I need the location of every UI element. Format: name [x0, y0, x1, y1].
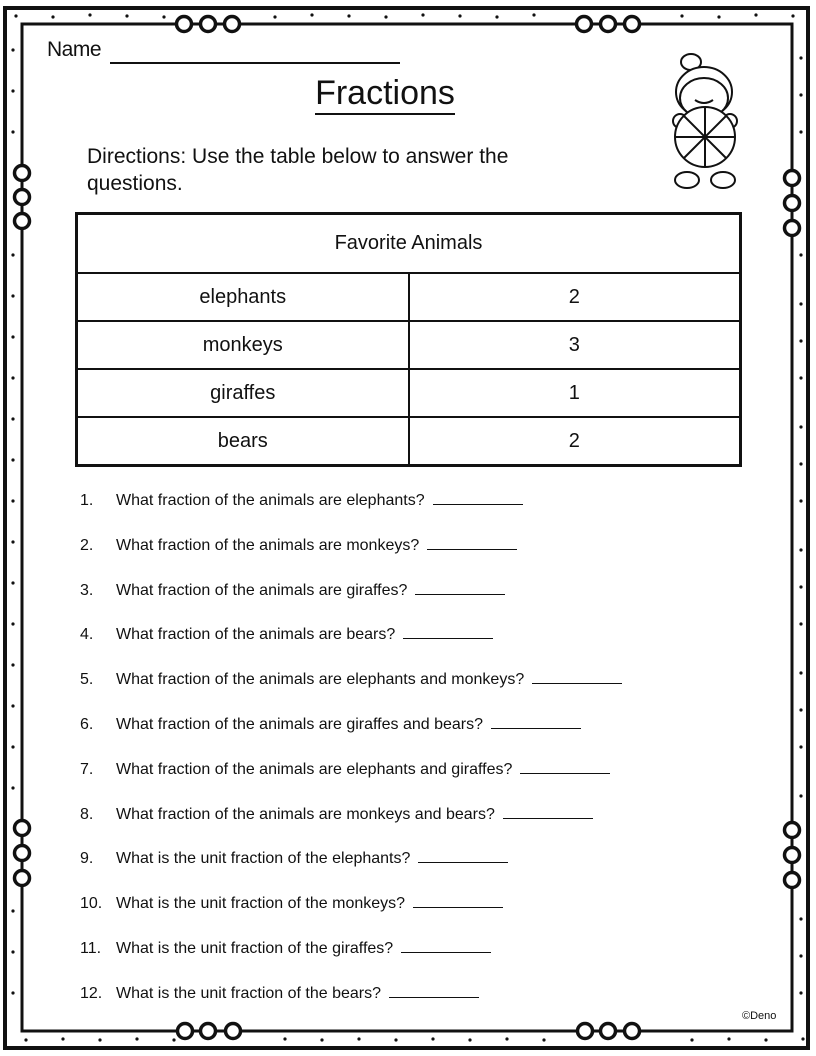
favorite-animals-table [75, 212, 742, 467]
ring-ornament [15, 190, 30, 205]
question-item [80, 895, 503, 913]
ring-ornament [15, 166, 30, 181]
ring-ornament [578, 1024, 593, 1039]
girl-with-pie-clipart [673, 54, 737, 188]
name-field[interactable] [110, 62, 400, 64]
count-cell: 2 [409, 417, 741, 466]
question-item [80, 761, 610, 779]
question-text: What fraction of the animals are monkeys? [116, 536, 420, 554]
dot-ornament [11, 294, 14, 297]
dot-ornament [11, 622, 14, 625]
ring-ornament [577, 17, 592, 32]
dot-ornament [125, 14, 128, 17]
dot-ornament [791, 14, 794, 17]
question-number: 1. [80, 492, 94, 509]
answer-blank[interactable] [532, 683, 622, 684]
dot-ornament [11, 130, 14, 133]
dot-ornament [98, 1038, 101, 1041]
answer-blank[interactable] [415, 594, 505, 595]
dot-ornament [799, 499, 802, 502]
dot-ornament [11, 704, 14, 707]
dot-ornament [799, 954, 802, 957]
answer-blank[interactable] [401, 952, 491, 953]
dot-ornament [11, 253, 14, 256]
dot-ornament [11, 663, 14, 666]
question-text: What fraction of the animals are giraffes and bears? [116, 716, 484, 733]
ring-ornament [601, 17, 616, 32]
dot-ornament [11, 991, 14, 994]
dot-ornament [11, 89, 14, 92]
page-title [250, 74, 520, 113]
dot-ornament [799, 253, 802, 256]
question-number: 5. [80, 671, 94, 689]
question-text: What fraction of the animals are monkeys and bears? [116, 805, 495, 823]
dot-ornament [799, 548, 802, 551]
dot-ornament [51, 15, 54, 18]
answer-blank[interactable] [413, 907, 503, 908]
question-text: What fraction of the animals are elephants? [116, 492, 425, 509]
dot-ornament [799, 917, 802, 920]
answer-blank[interactable] [427, 549, 517, 550]
answer-blank[interactable] [491, 728, 581, 729]
dot-ornament [799, 708, 802, 711]
dot-ornament [690, 1038, 693, 1041]
dot-ornament [11, 909, 14, 912]
question-item [80, 850, 508, 868]
count-cell: 2 [409, 273, 741, 321]
ring-ornament [625, 17, 640, 32]
dot-ornament [347, 14, 350, 17]
name-label: Name [47, 38, 102, 61]
question-text: What is the unit fraction of the bears? [116, 984, 382, 1002]
table-row [77, 417, 741, 466]
dot-ornament [468, 1038, 471, 1041]
dot-ornament [799, 376, 802, 379]
animal-cell: bears [77, 417, 409, 466]
dot-ornament [799, 302, 802, 305]
answer-blank[interactable] [403, 638, 493, 639]
dot-ornament [11, 417, 14, 420]
dot-ornament [11, 950, 14, 953]
dot-ornament [801, 1037, 804, 1040]
dot-ornament [11, 335, 14, 338]
dot-ornament [799, 745, 802, 748]
dot-ornament [320, 1038, 323, 1041]
question-text: What is the unit fraction of the monkeys? [116, 895, 406, 913]
question-number: 9. [80, 850, 94, 868]
dot-ornament [542, 1038, 545, 1041]
dot-ornament [799, 56, 802, 59]
dot-ornament [162, 15, 165, 18]
dot-ornament [11, 48, 14, 51]
dot-ornament [11, 786, 14, 789]
animal-cell: monkeys [77, 321, 409, 369]
question-text: What fraction of the animals are elephants and monkeys? [116, 671, 525, 689]
dot-ornament [505, 1037, 508, 1040]
question-number: 10. [80, 895, 103, 913]
ring-ornament [785, 848, 800, 863]
question-number: 4. [80, 626, 94, 644]
ring-ornament [785, 171, 800, 186]
question-text: What fraction of the animals are elephants and giraffes? [116, 760, 513, 778]
ring-ornament [15, 821, 30, 836]
ring-ornament [177, 17, 192, 32]
question-text: What fraction of the animals are bears? [116, 626, 396, 644]
ring-ornament [225, 17, 240, 32]
question-item [80, 492, 523, 510]
dot-ornament [495, 15, 498, 18]
answer-blank[interactable] [503, 818, 593, 819]
dot-ornament [458, 14, 461, 17]
dot-ornament [24, 1038, 27, 1041]
dot-ornament [799, 425, 802, 428]
ring-ornament [226, 1024, 241, 1039]
dot-ornament [799, 93, 802, 96]
question-item [80, 671, 622, 689]
question-text: What is the unit fraction of the giraffes? [116, 940, 394, 957]
question-item [80, 582, 505, 600]
dot-ornament [135, 1037, 138, 1040]
dot-ornament [384, 15, 387, 18]
dot-ornament [799, 130, 802, 133]
dot-ornament [11, 540, 14, 543]
dot-ornament [273, 15, 276, 18]
dot-ornament [310, 13, 313, 16]
ring-ornament [178, 1024, 193, 1039]
dot-ornament [14, 14, 17, 17]
ring-ornament [15, 846, 30, 861]
dot-ornament [11, 745, 14, 748]
dot-ornament [61, 1037, 64, 1040]
question-item [80, 626, 493, 644]
dot-ornament [11, 581, 14, 584]
dot-ornament [727, 1037, 730, 1040]
answer-blank[interactable] [520, 773, 610, 774]
ring-ornament [201, 1024, 216, 1039]
dot-ornament [680, 14, 683, 17]
dot-ornament [799, 671, 802, 674]
answer-blank[interactable] [418, 862, 508, 863]
dot-ornament [283, 1037, 286, 1040]
answer-blank[interactable] [433, 504, 523, 505]
question-item [80, 940, 491, 958]
directions: Directions: Use the table below to answer the questions. [87, 145, 509, 195]
ring-ornament [785, 221, 800, 236]
ring-ornament [601, 1024, 616, 1039]
dot-ornament [764, 1038, 767, 1041]
question-number: 7. [80, 760, 94, 778]
question-number: 8. [80, 805, 94, 823]
animal-cell: elephants [77, 273, 409, 321]
dot-ornament [799, 622, 802, 625]
dot-ornament [799, 794, 802, 797]
dot-ornament [799, 585, 802, 588]
dot-ornament [421, 13, 424, 16]
question-number: 6. [80, 716, 94, 733]
count-cell: 3 [409, 321, 741, 369]
dot-ornament [532, 13, 535, 16]
question-number: 3. [80, 581, 94, 599]
dot-ornament [799, 991, 802, 994]
count-cell: 1 [409, 369, 741, 417]
dot-ornament [717, 15, 720, 18]
dot-ornament [172, 1038, 175, 1041]
question-item [80, 537, 517, 555]
question-text: What is the unit fraction of the elephants? [116, 850, 411, 868]
question-number: 2. [80, 536, 94, 554]
ring-ornament [15, 214, 30, 229]
ring-ornament [785, 873, 800, 888]
question-text: What fraction of the animals are giraffes? [116, 581, 408, 599]
dot-ornament [88, 13, 91, 16]
copyright: ©Deno [742, 1010, 777, 1022]
title-text: Fractions [315, 74, 455, 115]
question-number: 11. [80, 940, 102, 957]
dot-ornament [799, 462, 802, 465]
ring-ornament [625, 1024, 640, 1039]
table-row [77, 321, 741, 369]
dot-ornament [357, 1037, 360, 1040]
dot-ornament [394, 1038, 397, 1041]
animal-cell: giraffes [77, 369, 409, 417]
question-number: 12. [80, 984, 103, 1002]
ring-ornament [785, 196, 800, 211]
dot-ornament [431, 1037, 434, 1040]
ring-ornament [201, 17, 216, 32]
question-item [80, 985, 479, 1003]
dot-ornament [754, 13, 757, 16]
answer-blank[interactable] [389, 997, 479, 998]
ring-ornament [15, 871, 30, 886]
dot-ornament [11, 376, 14, 379]
table-row [77, 369, 741, 417]
dot-ornament [11, 499, 14, 502]
question-item [80, 716, 581, 734]
ring-ornament [785, 823, 800, 838]
table-row [77, 273, 741, 321]
table-header: Favorite Animals [77, 214, 741, 274]
dot-ornament [11, 458, 14, 461]
dot-ornament [799, 339, 802, 342]
question-item [80, 806, 593, 824]
